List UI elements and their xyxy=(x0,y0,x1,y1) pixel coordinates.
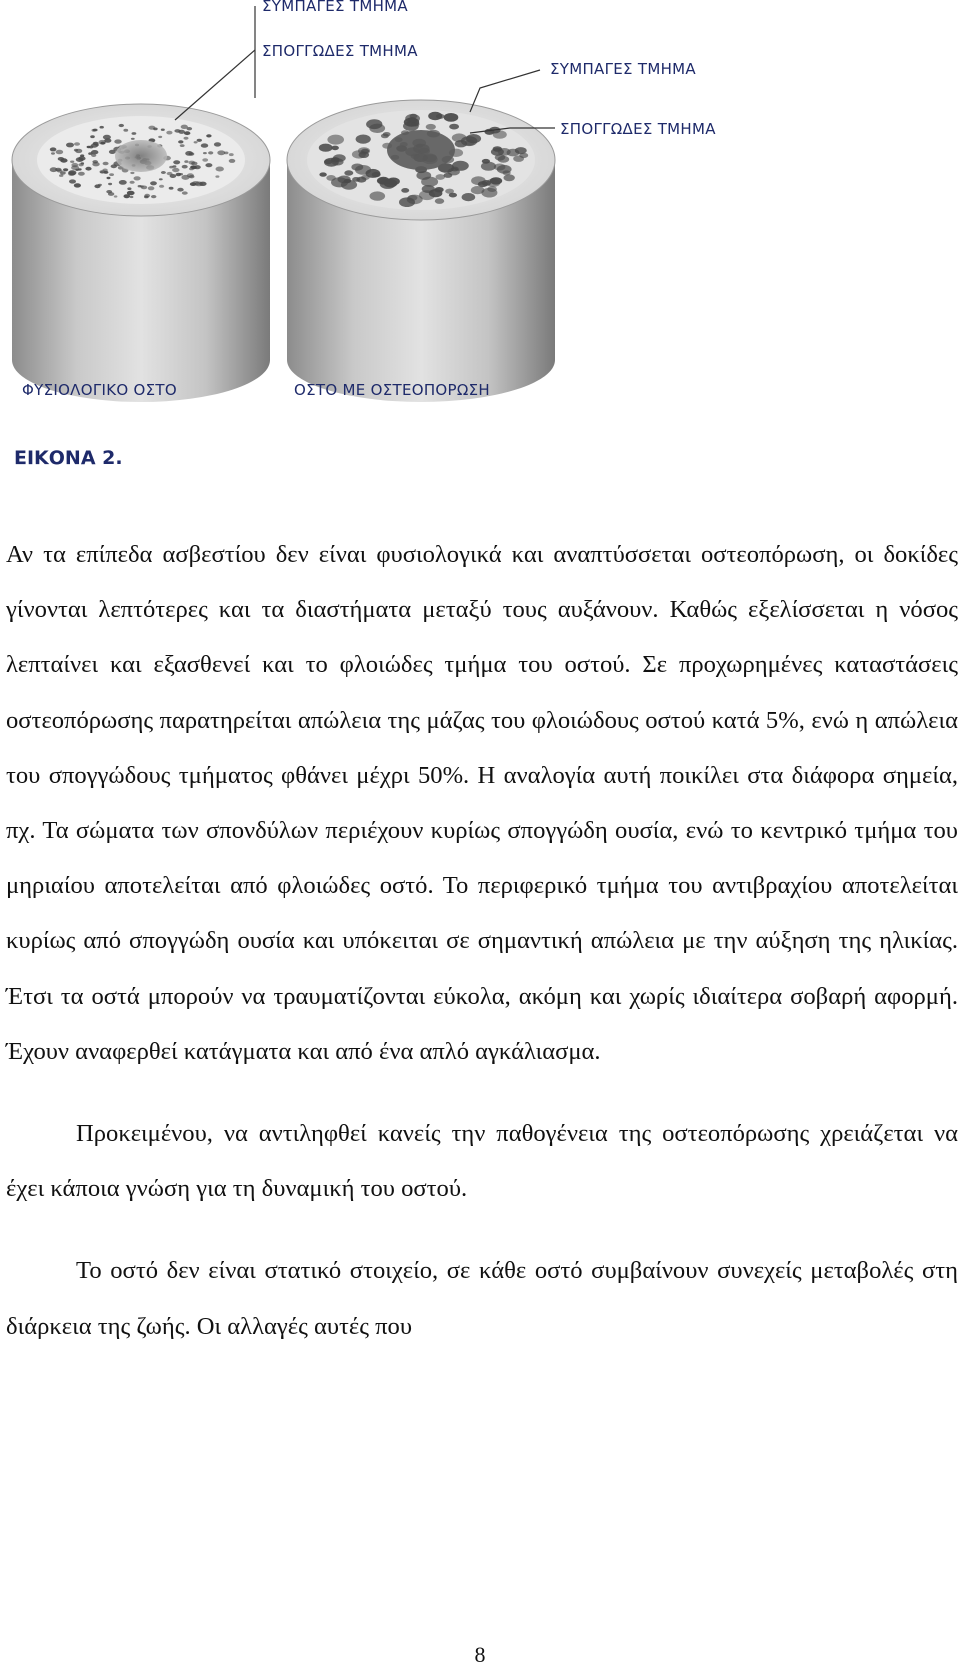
pore xyxy=(187,127,193,130)
osteoporosis-bone-cylinder xyxy=(287,100,555,402)
pore xyxy=(123,129,128,132)
pore xyxy=(344,170,353,175)
pore xyxy=(176,173,182,176)
pore xyxy=(78,156,85,160)
pore xyxy=(201,143,208,147)
pore xyxy=(462,193,476,201)
pore xyxy=(94,184,100,188)
pore xyxy=(504,174,515,181)
pore xyxy=(214,142,221,146)
pore xyxy=(144,196,149,199)
pore xyxy=(182,165,188,169)
pore xyxy=(215,175,219,177)
pore xyxy=(452,133,467,142)
pore xyxy=(58,157,64,161)
pore xyxy=(178,140,183,143)
pore xyxy=(169,187,174,190)
pore xyxy=(132,132,137,135)
pore xyxy=(324,158,339,167)
pore xyxy=(190,166,195,169)
pore xyxy=(435,198,444,204)
pore xyxy=(130,172,134,174)
pore xyxy=(471,176,486,185)
pore xyxy=(119,180,127,185)
pore xyxy=(422,185,435,193)
pore xyxy=(465,140,475,146)
pore xyxy=(161,171,166,174)
pore xyxy=(471,186,485,194)
pore xyxy=(187,173,194,177)
pore xyxy=(216,167,224,172)
pore xyxy=(50,167,58,172)
pore xyxy=(74,183,81,187)
pore xyxy=(68,172,75,176)
pore xyxy=(444,113,459,122)
pore xyxy=(172,168,179,172)
pore xyxy=(124,194,131,198)
pore xyxy=(185,151,193,156)
pore xyxy=(199,182,206,186)
pore xyxy=(190,182,196,186)
pore xyxy=(359,152,370,158)
pore xyxy=(172,165,176,167)
pore xyxy=(99,140,107,145)
pore xyxy=(370,191,386,200)
pore xyxy=(173,160,180,164)
pore xyxy=(93,142,99,145)
body-text xyxy=(6,527,958,1354)
page-number: 8 xyxy=(474,1642,486,1667)
pore xyxy=(51,152,55,154)
pore xyxy=(91,150,98,154)
pore xyxy=(180,144,185,147)
pore xyxy=(75,149,82,153)
pore xyxy=(498,156,510,163)
pore xyxy=(327,135,344,145)
pore xyxy=(481,162,496,171)
pore xyxy=(70,161,74,163)
pore xyxy=(71,163,78,167)
pore xyxy=(150,181,157,185)
label-compact-part-left: ΣΥΜΠΑΓΕΣ ΤΜΗΜΑ xyxy=(262,0,408,15)
pore xyxy=(159,185,164,188)
pore xyxy=(224,152,229,155)
label-osteoporosis-bone: ΟΣΤΟ ΜΕ ΟΣΤΕΟΠΟΡΩΣΗ xyxy=(294,381,490,399)
pore xyxy=(159,178,163,180)
label-spongy-part-left: ΣΠΟΓΓΩΔΕΣ ΤΜΗΜΑ xyxy=(262,42,418,60)
pore xyxy=(134,176,141,180)
pore xyxy=(151,195,156,198)
pore xyxy=(410,114,418,119)
pore xyxy=(75,169,79,171)
pore xyxy=(229,159,236,163)
pore xyxy=(127,187,131,190)
bone-cylinders-illustration xyxy=(0,0,960,480)
normal-bone-cylinder xyxy=(12,104,270,402)
pore xyxy=(92,162,99,166)
pore xyxy=(435,187,444,192)
pore xyxy=(208,151,213,154)
pore xyxy=(407,195,423,205)
pore xyxy=(229,153,234,156)
pore xyxy=(74,142,80,146)
pore xyxy=(410,118,417,122)
pore xyxy=(63,168,68,171)
pore xyxy=(109,173,114,176)
pore xyxy=(182,191,188,194)
pore xyxy=(161,129,165,131)
pore xyxy=(131,138,135,140)
pore xyxy=(191,162,197,166)
pore xyxy=(205,163,212,167)
label-normal-bone: ΦΥΣΙΟΛΟΓΙΚΟ ΟΣΤΟ xyxy=(22,381,177,399)
pore xyxy=(206,134,211,137)
pore xyxy=(69,179,76,183)
pore xyxy=(319,144,333,152)
pore xyxy=(197,139,202,142)
pore xyxy=(66,143,74,148)
pore xyxy=(383,132,391,137)
pore xyxy=(515,147,527,154)
pore xyxy=(448,168,460,175)
pore xyxy=(436,114,445,119)
pore xyxy=(401,188,409,193)
pore xyxy=(319,172,326,176)
pore xyxy=(148,186,155,190)
pore xyxy=(92,129,97,132)
pore xyxy=(119,124,124,127)
pore xyxy=(99,170,105,174)
pore xyxy=(490,177,502,184)
pore xyxy=(78,163,83,166)
pore xyxy=(140,185,144,187)
pore xyxy=(369,124,385,133)
bone-figure xyxy=(0,0,960,480)
pore xyxy=(114,195,118,197)
pore xyxy=(426,124,436,130)
paragraph-calcium-osteoporosis: Αν τα επίπεδα ασβεστίου δεν είναι φυσιολογικά και αναπτύσσεται οστεοπόρωση, οι δοκίδες γίνονται λεπτότερες και τα διαστήματα μεταξύ τους αυξάνουν. Καθώς εξελίσσεται η νόσος λεπταίνει και εξασθενεί και το φλοιώδες τμήμα του οστού. Σε προχωρημένες καταστάσεις οστεοπόρωσης παρατηρείται απώλεια της μάζας του φλοιώδους οστού κατά 5%, ενώ η απώλεια του σπογγώδους τμήματος φθάνει μέχρι 50%. Η αναλογία αυτή ποικίλει στα διάφορα σημεία, πχ. Τα σώματα των σπονδύλων περιέχουν κυρίως σπογγώδη ουσία, ενώ το κεντρικό τμήμα του μηριαίου αποτελείται από φλοιώδες οστό. Το περιφερικό τμήμα του αντιβραχίου αποτελείται κυρίως από σπογγώδη ουσία και υπόκειται σε σημαντική απώλεια με την αύξηση της ηλικίας. Έτσι τα οστά μπορούν να τραυματίζονται εύκολα, ακόμη και χωρίς ιδιαίτερα σοβαρή αφορμή. Έχουν αναφερθεί κατάγματα και από ένα απλό αγκάλιασμα. xyxy=(6,541,958,1065)
pore xyxy=(59,174,63,177)
label-compact-part-right: ΣΥΜΠΑΓΕΣ ΤΜΗΜΑ xyxy=(550,60,696,78)
pore xyxy=(449,124,459,130)
pore xyxy=(103,162,109,166)
label-spongy-part-right: ΣΠΟΓΓΩΔΕΣ ΤΜΗΜΑ xyxy=(560,120,716,138)
pore xyxy=(491,148,504,156)
pore xyxy=(114,139,121,143)
pore xyxy=(57,169,63,172)
pore xyxy=(184,137,189,140)
pore xyxy=(184,160,188,163)
pore xyxy=(166,131,172,135)
pore xyxy=(203,152,207,154)
pore xyxy=(107,177,111,179)
pore xyxy=(170,174,177,178)
pore xyxy=(356,177,366,183)
paragraph-bone-dynamics: Το οστό δεν είναι στατικό στοιχείο, σε κάθε οστό συμβαίνουν συνεχείς μεταβολές στη διάρκεια της ζωής. Οι αλλαγές αυτές που xyxy=(6,1257,958,1340)
pore xyxy=(78,172,85,176)
pore xyxy=(158,136,162,138)
pore xyxy=(148,126,155,130)
pore xyxy=(87,146,91,148)
pore xyxy=(449,193,457,198)
pore xyxy=(111,164,117,168)
pore xyxy=(377,177,390,185)
pore xyxy=(331,146,339,151)
pore xyxy=(106,190,112,193)
pore xyxy=(100,126,104,129)
pore xyxy=(178,130,185,134)
pore xyxy=(90,135,95,138)
pore xyxy=(493,130,507,138)
pore xyxy=(194,141,198,143)
pore xyxy=(351,164,363,171)
pore xyxy=(177,188,183,192)
pore xyxy=(372,172,381,177)
pore xyxy=(85,167,91,171)
pore xyxy=(331,177,348,187)
pore xyxy=(108,183,112,185)
figure-caption: ΕΙΚΟΝΑ 2. xyxy=(14,447,123,469)
pore xyxy=(356,135,371,144)
pore xyxy=(130,181,135,184)
pore xyxy=(50,147,57,151)
paragraph-pathogenesis: Προκειμένου, να αντιληφθεί κανείς την παθογένεια της οστεοπόρωσης χρειάζεται να έχει κάποια γνώση για τη δυναμική του οστού. xyxy=(6,1120,958,1203)
pore xyxy=(202,158,208,161)
pore xyxy=(130,196,134,198)
pore xyxy=(56,150,64,155)
